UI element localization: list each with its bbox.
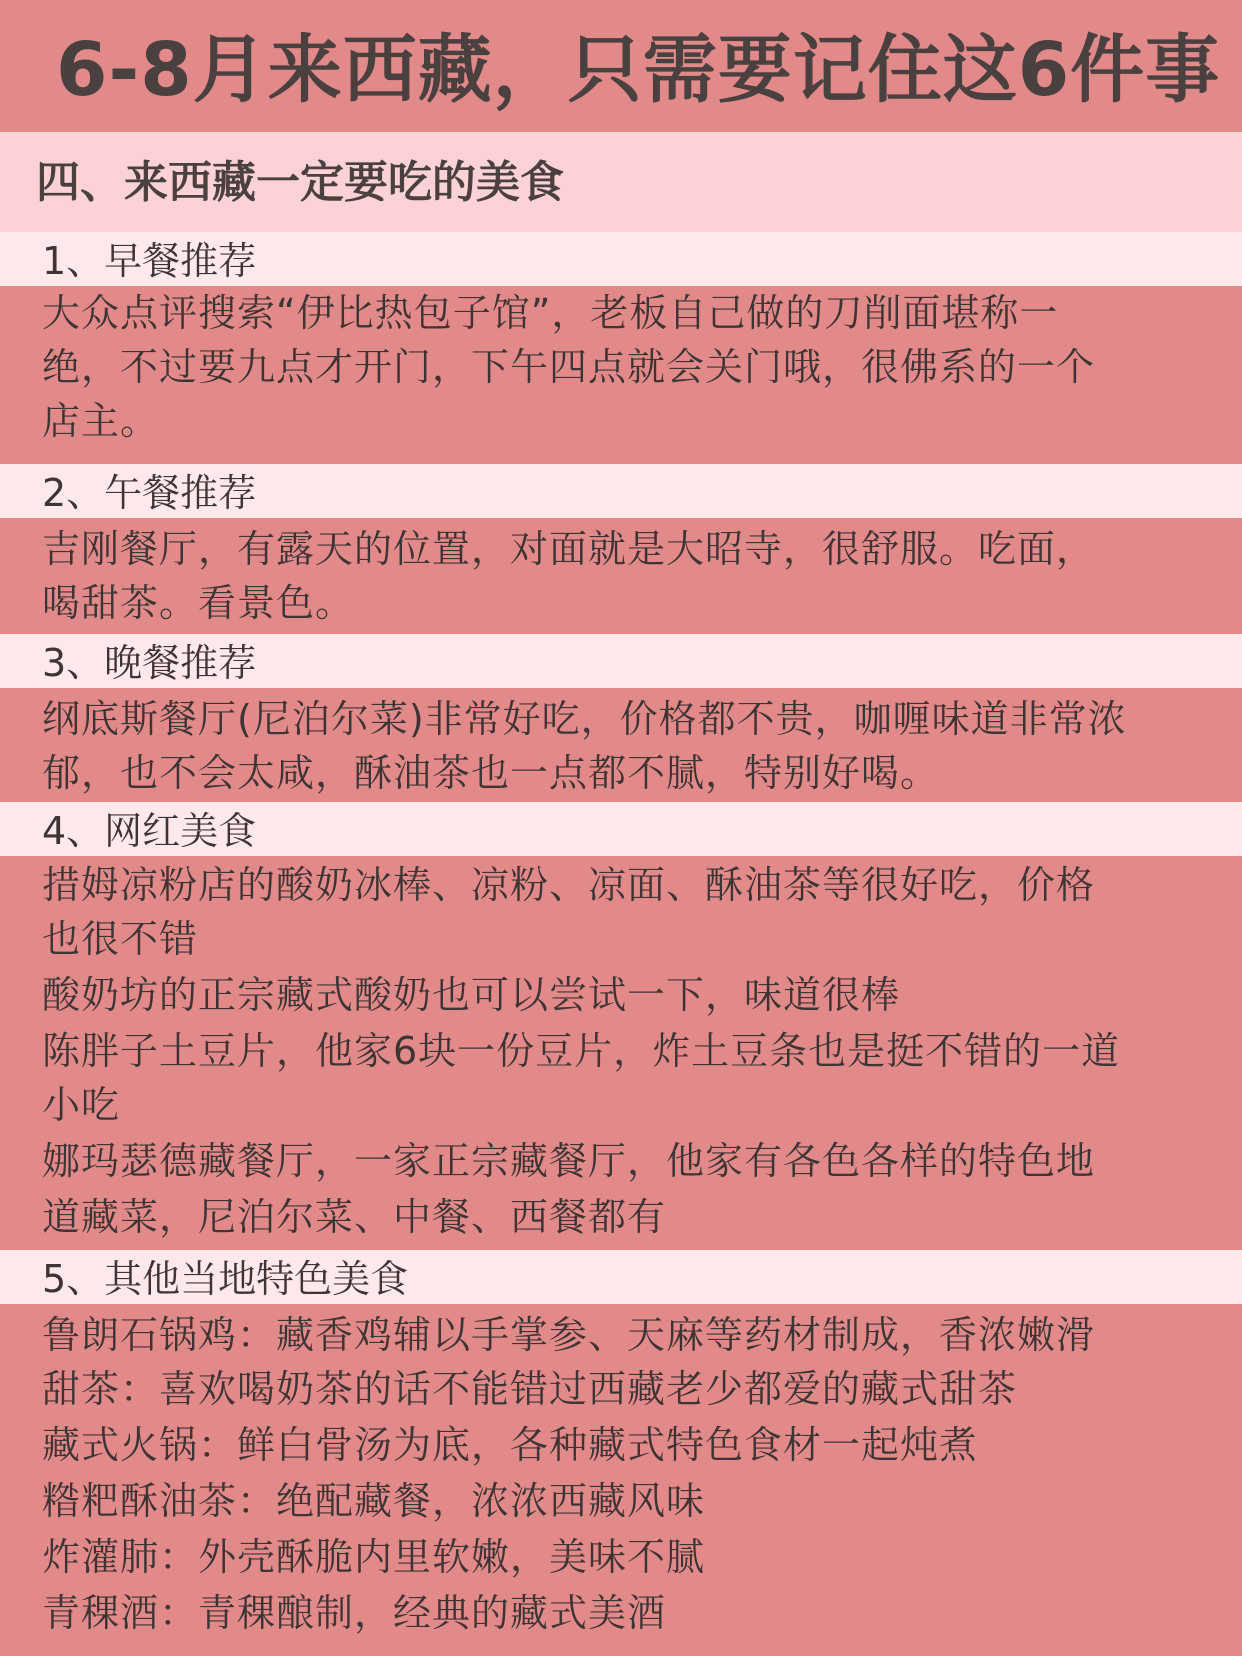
- subsection-heading: 3、晚餐推荐: [42, 641, 257, 685]
- section-header: [0, 132, 1242, 232]
- subsection-heading: 1、早餐推荐: [42, 239, 257, 283]
- subsection-heading: 5、其他当地特色美食: [42, 1257, 409, 1301]
- text-line: 郁，也不会太咸，酥油茶也一点都不腻，特别好喝。: [42, 751, 940, 795]
- text-line: 藏式火锅：鲜白骨汤为底，各种藏式特色食材一起炖煮: [42, 1423, 979, 1467]
- text-line: 喝甜茶。看景色。: [42, 581, 355, 625]
- section-title: 四、来西藏一定要吃的美食: [36, 157, 564, 208]
- text-line: 娜玛瑟德藏餐厅，一家正宗藏餐厅，他家有各色各样的特色地: [42, 1139, 1096, 1183]
- text-line: 纲底斯餐厅(尼泊尔菜)非常好吃，价格都不贵，咖喱味道非常浓: [42, 697, 1127, 741]
- subsection-header-dinner: [0, 634, 1242, 688]
- page-title: 6-8月来西藏，只需要记住这6件事: [56, 27, 1221, 113]
- subsection-header-breakfast: [0, 232, 1242, 286]
- text-line: 吉刚餐厅，有露天的位置，对面就是大昭寺，很舒服。吃面，: [42, 527, 1096, 571]
- text-line: 炸灌肺：外壳酥脆内里软嫩，美味不腻: [42, 1535, 706, 1579]
- text-line: 店主。: [42, 399, 160, 443]
- subsection-header-trending-food: [0, 802, 1242, 856]
- text-line: 措姆凉粉店的酸奶冰棒、凉粉、凉面、酥油茶等很好吃，价格: [42, 863, 1096, 907]
- text-line: 绝，不过要九点才开门，下午四点就会关门哦，很佛系的一个: [42, 345, 1096, 389]
- title-bar: [0, 0, 1242, 132]
- text-line: 小吃: [42, 1083, 121, 1127]
- text-line: 道藏菜，尼泊尔菜、中餐、西餐都有: [42, 1195, 667, 1239]
- subsection-header-lunch: [0, 464, 1242, 518]
- subsection-heading: 4、网红美食: [42, 809, 257, 853]
- text-line: 陈胖子土豆片，他家6块一份豆片，炸土豆条也是挺不错的一道: [42, 1029, 1121, 1073]
- text-line: 鲁朗石锅鸡：藏香鸡辅以手掌参、天麻等药材制成，香浓嫩滑: [42, 1313, 1096, 1357]
- text-line: 甜茶：喜欢喝奶茶的话不能错过西藏老少都爱的藏式甜茶: [42, 1367, 1018, 1411]
- text-line: 酸奶坊的正宗藏式酸奶也可以尝试一下，味道很棒: [42, 973, 901, 1017]
- subsection-header-local-specialties: [0, 1250, 1242, 1304]
- text-line: 大众点评搜索“伊比热包子馆”，老板自己做的刀削面堪称一: [42, 291, 1059, 335]
- subsection-heading: 2、午餐推荐: [42, 471, 257, 515]
- text-line: 糌粑酥油茶：绝配藏餐，浓浓西藏风味: [42, 1479, 706, 1523]
- text-line: 也很不错: [42, 917, 199, 961]
- text-line: 青稞酒：青稞酿制，经典的藏式美酒: [42, 1591, 667, 1635]
